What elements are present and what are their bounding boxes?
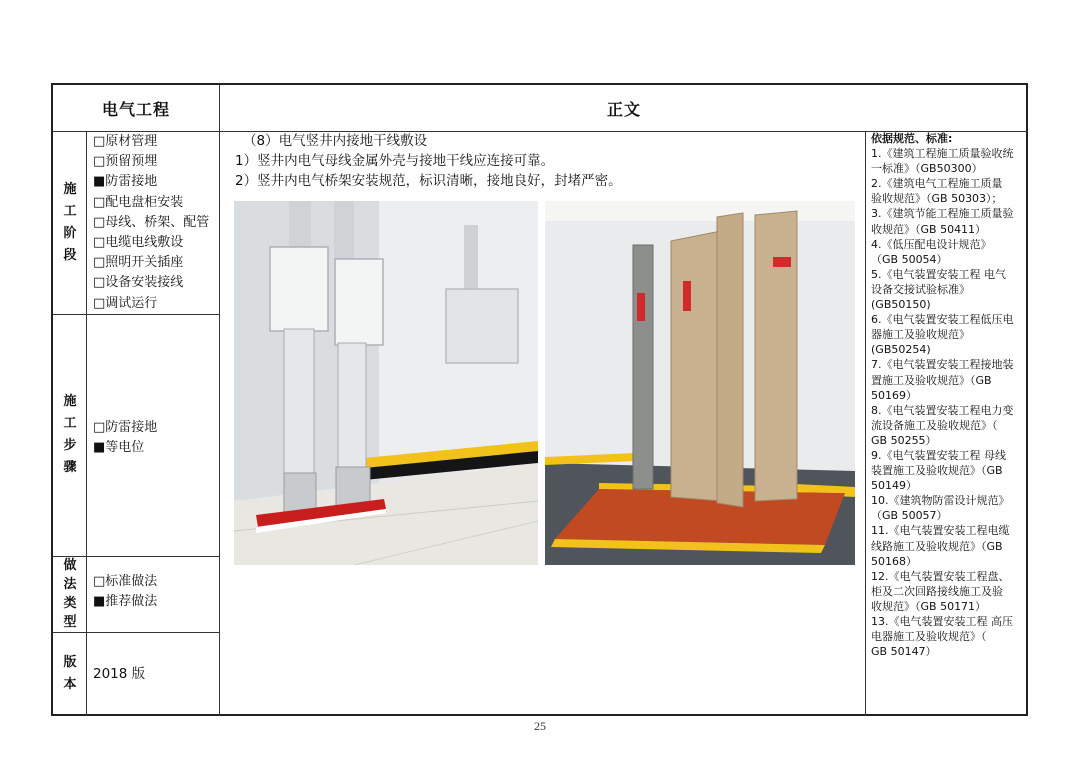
steps-label: 施 工 步 骤 <box>63 394 77 475</box>
option-item: □母线、桥架、配管 <box>93 214 210 230</box>
header-right-title: 正文 <box>606 99 641 119</box>
standards-line: 线路施工及验收规范》（GB <box>871 539 1003 553</box>
standards-line: 电器施工及验收规范》（ <box>871 630 987 644</box>
standards-line: 设备交接试验标准》 <box>871 282 970 296</box>
standards-line: 7.《电气装置安装工程接地装 <box>871 358 1014 372</box>
standards-line: (GB50150) <box>871 298 931 312</box>
body-line: 2）竖井内电气桥架安装规范，标识清晰，接地良好，封堵严密。 <box>235 173 622 189</box>
standards-line: 50168） <box>871 554 917 568</box>
body-text <box>235 131 875 191</box>
standards-line: 4.《低压配电设计规范》 <box>871 237 992 251</box>
body-heading: （8）电气竖井内接地干线敷设 <box>243 133 428 149</box>
standards-line: 收规范》（GB 50171） <box>871 599 987 613</box>
standards-line: 13.《电气装置安装工程 高压 <box>871 615 1013 628</box>
option-item: ■推荐做法 <box>93 594 158 610</box>
method-label: 做 法 类 型 <box>63 558 77 630</box>
standards-line: （GB 50057） <box>871 509 948 523</box>
page-number: 25 <box>534 719 546 733</box>
photo-cable-tray-shaft <box>545 201 855 565</box>
option-item: □原材管理 <box>93 134 158 149</box>
option-item: □电缆电线敷设 <box>93 235 184 251</box>
standards-line: (GB50254) <box>871 343 931 357</box>
standards-line: 3.《建筑节能工程施工质量验 <box>871 207 1014 221</box>
stage-label: 施 工 阶 段 <box>63 181 77 263</box>
photo-busway-shaft <box>234 201 538 565</box>
standards-title: 依据规范、标准: <box>871 132 953 145</box>
option-item: ■防雷接地 <box>93 174 158 190</box>
standards-line: 9.《电气装置安装工程 母线 <box>871 448 1006 462</box>
option-item: □标准做法 <box>93 574 158 589</box>
standards-line: 6.《电气装置安装工程低压电 <box>871 313 1014 327</box>
standards-line: 5.《电气装置安装工程 电气 <box>871 267 1006 281</box>
standards-line: 置施工及验收规范》（GB <box>871 373 992 387</box>
standards-line: 验收规范》（GB 50303）； <box>871 192 1003 206</box>
standards-line: 流设备施工及验收规范》（ <box>871 418 998 432</box>
option-item: □配电盘柜安装 <box>93 194 184 210</box>
standards-line: GB 50147） <box>871 645 937 659</box>
standards-line: 50169） <box>871 388 917 402</box>
version-label: 版 本 <box>63 655 77 692</box>
stage-options <box>93 132 209 314</box>
header-left-title: 电气工程 <box>101 99 170 119</box>
option-item: □照明开关插座 <box>93 255 184 271</box>
standards-line: 收规范》（GB 50411） <box>871 222 987 236</box>
option-item: ■等电位 <box>93 440 145 456</box>
document-table <box>51 83 1028 716</box>
body-line: 1）竖井内电气母线金属外壳与接地干线应连接可靠。 <box>235 153 555 169</box>
column-divider-left <box>219 85 220 716</box>
method-options <box>93 572 157 612</box>
standards-line: 2.《建筑电气工程施工质量 <box>871 177 1003 191</box>
standards-line: 10.《建筑物防雷设计规范》 <box>871 494 1010 508</box>
option-item: □设备安装接线 <box>93 275 184 291</box>
standards-line: 8.《电气装置安装工程电力变 <box>871 403 1014 417</box>
standards-line: GB 50255） <box>871 433 937 447</box>
standards-line: 柜及二次回路接线施工及验 <box>871 584 1003 598</box>
standards-line: 11.《电气装置安装工程电缆 <box>871 524 1010 538</box>
standards-list <box>871 131 1023 659</box>
version-value: 2018 版 <box>93 666 146 682</box>
standards-line: 1.《建筑工程施工质量验收统 <box>871 147 1014 161</box>
option-item: □调试运行 <box>93 295 158 311</box>
standards-line: 装置施工及验收规范》（GB <box>871 464 1003 478</box>
option-item: □预留预埋 <box>93 154 158 170</box>
standards-line: （GB 50054） <box>871 252 948 266</box>
standards-line: 12.《电气装置安装工程盘、 <box>871 569 1010 583</box>
steps-options <box>93 418 157 458</box>
standards-line: 50149） <box>871 479 917 493</box>
column-divider-right <box>865 131 866 716</box>
standards-line: 一标准》（GB50300） <box>871 162 983 176</box>
standards-line: 器施工及验收规范》 <box>871 328 970 342</box>
option-item: □防雷接地 <box>93 420 158 435</box>
